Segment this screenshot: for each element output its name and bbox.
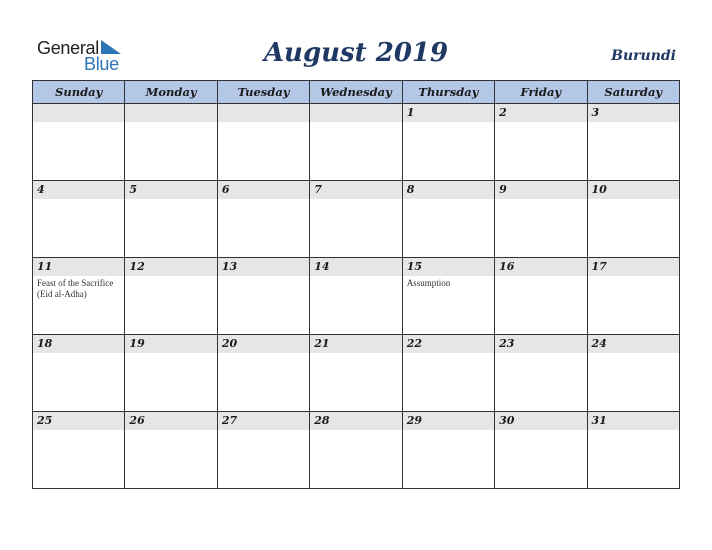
- day-cell: [402, 335, 494, 412]
- day-number: 21: [314, 337, 330, 350]
- day-cell: [125, 104, 217, 181]
- day-cell: [125, 335, 217, 412]
- day-cell: [125, 412, 217, 489]
- day-cell: [587, 335, 679, 412]
- day-number-bar: [403, 181, 494, 199]
- weekday-header: Wednesday: [310, 81, 402, 104]
- day-number-bar: [218, 104, 309, 122]
- day-number: 19: [129, 337, 145, 350]
- day-cell: [33, 181, 125, 258]
- week-row: [33, 258, 680, 335]
- day-number-bar: [125, 181, 216, 199]
- day-cell: [33, 104, 125, 181]
- day-number: 23: [499, 337, 515, 350]
- day-number: 22: [406, 337, 422, 350]
- day-cell: [310, 412, 402, 489]
- day-cell: [217, 181, 309, 258]
- day-cell: [495, 335, 587, 412]
- day-cell: [33, 258, 125, 335]
- day-cell: [33, 412, 125, 489]
- day-number-bar: [125, 104, 216, 122]
- day-number: 11: [37, 260, 53, 273]
- weekday-header: Thursday: [402, 81, 494, 104]
- day-cell: [217, 335, 309, 412]
- day-number: 20: [221, 337, 238, 350]
- day-number: 4: [37, 183, 45, 196]
- day-cell: [402, 181, 494, 258]
- day-number: 1: [406, 106, 415, 119]
- weekday-header-row: [33, 81, 680, 104]
- day-cell: [310, 258, 402, 335]
- day-number: 9: [499, 183, 507, 196]
- country-name: Burundi: [611, 48, 676, 64]
- day-number: 28: [314, 414, 330, 427]
- day-cell: [125, 181, 217, 258]
- calendar-title: August 2019: [263, 38, 449, 68]
- day-cell: [402, 104, 494, 181]
- day-number: 26: [129, 414, 145, 427]
- week-row: [33, 181, 680, 258]
- weekday-header: Saturday: [587, 81, 679, 104]
- day-number: 13: [221, 260, 238, 273]
- day-number: 24: [591, 337, 607, 350]
- day-number: 7: [314, 183, 322, 196]
- day-cell: [495, 258, 587, 335]
- day-number: 8: [406, 183, 415, 196]
- day-number: 16: [499, 260, 515, 273]
- day-number: 15: [406, 260, 422, 273]
- day-cell: [587, 104, 679, 181]
- day-number-bar: [33, 104, 124, 122]
- day-number: 29: [406, 414, 422, 427]
- day-number: 18: [37, 337, 53, 350]
- day-cell: [125, 258, 217, 335]
- day-number: 27: [221, 414, 238, 427]
- day-cell: [310, 104, 402, 181]
- day-cell: [495, 104, 587, 181]
- holiday-label: Assumption: [406, 278, 451, 288]
- week-row: [33, 335, 680, 412]
- day-cell: [587, 258, 679, 335]
- day-cell: [587, 412, 679, 489]
- weekday-header: Tuesday: [217, 81, 309, 104]
- day-number: 30: [499, 414, 515, 427]
- logo-text-blue: Blue: [84, 54, 119, 74]
- month-calendar: [32, 80, 680, 489]
- logo-text-general: General: [37, 38, 99, 58]
- holiday-label: Feast of the Sacrifice (Eid al-Adha): [37, 278, 114, 299]
- day-number-bar: [310, 104, 401, 122]
- calendar-body: [33, 104, 680, 489]
- day-number-bar: [495, 104, 586, 122]
- day-number: 6: [221, 183, 230, 196]
- week-row: [33, 104, 680, 181]
- day-number-bar: [33, 181, 124, 199]
- day-cell: [495, 181, 587, 258]
- day-number-bar: [218, 181, 309, 199]
- day-number: 2: [499, 106, 507, 119]
- weekday-header: Sunday: [33, 81, 125, 104]
- day-number-bar: [495, 181, 586, 199]
- day-cell: [217, 104, 309, 181]
- day-number: 10: [591, 183, 607, 196]
- day-number-bar: [588, 104, 679, 122]
- day-cell: [402, 412, 494, 489]
- weekday-header: Monday: [125, 81, 217, 104]
- day-number: 12: [129, 260, 145, 273]
- day-cell: [495, 412, 587, 489]
- day-cell: [587, 181, 679, 258]
- day-number: 3: [591, 106, 600, 119]
- day-number: 5: [129, 183, 138, 196]
- day-number: 31: [591, 414, 607, 427]
- day-cell: [217, 258, 309, 335]
- day-cell: [217, 412, 309, 489]
- week-row: [33, 412, 680, 489]
- day-number: 17: [591, 260, 607, 273]
- day-number: 25: [37, 414, 53, 427]
- day-number: 14: [314, 260, 330, 273]
- day-cell: [402, 258, 494, 335]
- day-number-bar: [403, 104, 494, 122]
- weekday-header: Friday: [495, 81, 587, 104]
- day-cell: [310, 335, 402, 412]
- day-cell: [310, 181, 402, 258]
- day-number-bar: [310, 181, 401, 199]
- day-cell: [33, 335, 125, 412]
